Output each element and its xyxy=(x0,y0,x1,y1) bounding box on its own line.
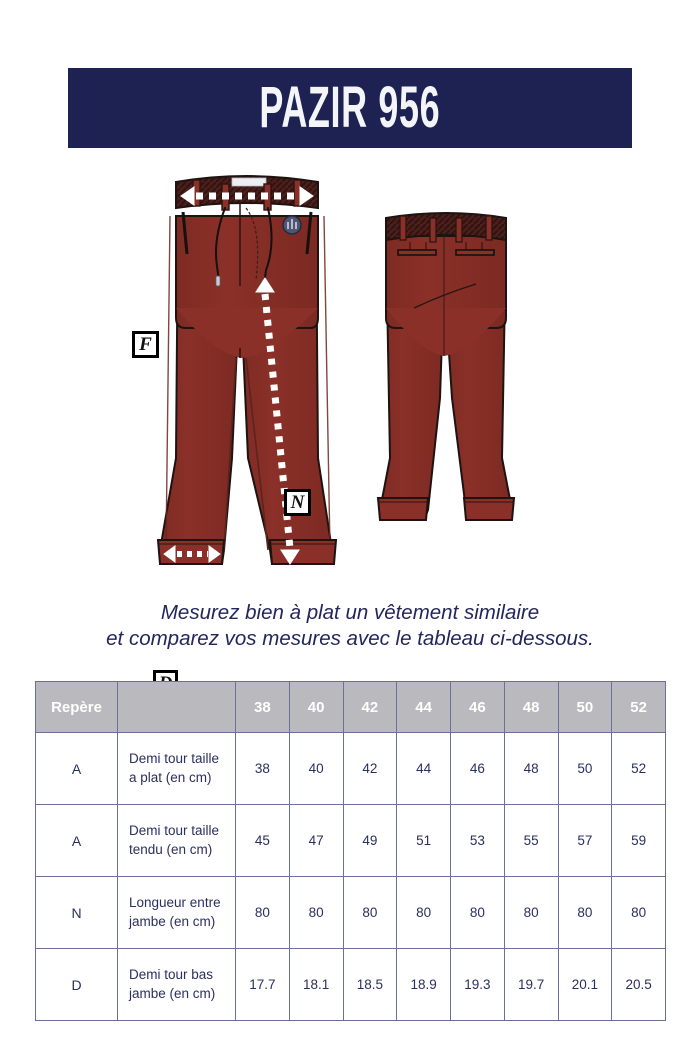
cell-value: 80 xyxy=(451,877,505,949)
table-row xyxy=(36,733,666,805)
back-view xyxy=(378,213,514,520)
cell-value: 80 xyxy=(558,877,612,949)
cell-value: 55 xyxy=(504,805,558,877)
cell-value: 51 xyxy=(397,805,451,877)
cell-value: 49 xyxy=(343,805,397,877)
cell-value: 42 xyxy=(343,733,397,805)
row-description-line-1: Demi tour bas xyxy=(129,966,214,982)
cell-value: 47 xyxy=(289,805,343,877)
cell-value: 17.7 xyxy=(236,949,290,1021)
cell-value: 44 xyxy=(397,733,451,805)
header-size-44: 44 xyxy=(397,682,451,733)
cell-value: 19.7 xyxy=(504,949,558,1021)
title-banner xyxy=(68,68,632,148)
header-size-46: 46 xyxy=(451,682,505,733)
cell-value: 57 xyxy=(558,805,612,877)
header-size-48: 48 xyxy=(504,682,558,733)
header-size-38: 38 xyxy=(236,682,290,733)
table-row xyxy=(36,805,666,877)
cell-value: 19.3 xyxy=(451,949,505,1021)
row-description-line-1: Demi tour taille xyxy=(129,822,220,838)
marker-n: N xyxy=(284,489,311,516)
cell-value: 48 xyxy=(504,733,558,805)
cell-value: 80 xyxy=(236,877,290,949)
cell-value: 46 xyxy=(451,733,505,805)
header-size-40: 40 xyxy=(289,682,343,733)
cell-value: 52 xyxy=(612,733,666,805)
header-size-42: 42 xyxy=(343,682,397,733)
cell-value: 45 xyxy=(236,805,290,877)
header-size-52: 52 xyxy=(612,682,666,733)
row-description xyxy=(118,805,236,877)
instructions-line-1: Mesurez bien à plat un vêtement similaire xyxy=(160,601,540,624)
row-description-line-2: a plat (en cm) xyxy=(129,769,212,785)
cell-value: 80 xyxy=(504,877,558,949)
cell-value: 18.5 xyxy=(343,949,397,1021)
cell-value: 40 xyxy=(289,733,343,805)
size-chart-table xyxy=(35,681,666,1021)
marker-f: F xyxy=(132,331,159,358)
cell-value: 80 xyxy=(343,877,397,949)
table-row xyxy=(36,949,666,1021)
row-description xyxy=(118,733,236,805)
cell-value: 80 xyxy=(397,877,451,949)
header-repere: Repère xyxy=(36,682,118,733)
row-description-line-1: Longueur entre xyxy=(129,894,221,910)
cell-value: 18.1 xyxy=(289,949,343,1021)
cell-value: 38 xyxy=(236,733,290,805)
cell-value: 53 xyxy=(451,805,505,877)
measuring-instructions xyxy=(0,600,700,652)
cell-value: 80 xyxy=(289,877,343,949)
row-repere: A xyxy=(36,733,118,805)
cell-value: 59 xyxy=(612,805,666,877)
cell-value: 20.5 xyxy=(612,949,666,1021)
table-row xyxy=(36,877,666,949)
instructions-line-2: et comparez vos mesures avec le tableau ci-dessous. xyxy=(106,627,594,651)
row-repere: A xyxy=(36,805,118,877)
cell-value: 50 xyxy=(558,733,612,805)
cell-value: 20.1 xyxy=(558,949,612,1021)
cell-value: 80 xyxy=(612,877,666,949)
row-description-line-2: tendu (en cm) xyxy=(129,841,213,857)
row-description-line-2: jambe (en cm) xyxy=(129,913,216,929)
row-repere: D xyxy=(36,949,118,1021)
header-size-50: 50 xyxy=(558,682,612,733)
row-repere: N xyxy=(36,877,118,949)
row-description-line-2: jambe (en cm) xyxy=(129,985,216,1001)
row-description xyxy=(118,949,236,1021)
header-description xyxy=(118,682,236,733)
row-description xyxy=(118,877,236,949)
row-description-line-1: Demi tour taille xyxy=(129,750,220,766)
garment-illustration xyxy=(0,158,700,588)
table-header-row xyxy=(36,682,666,733)
page-title: PAZIR 956 xyxy=(259,75,441,140)
cell-value: 18.9 xyxy=(397,949,451,1021)
